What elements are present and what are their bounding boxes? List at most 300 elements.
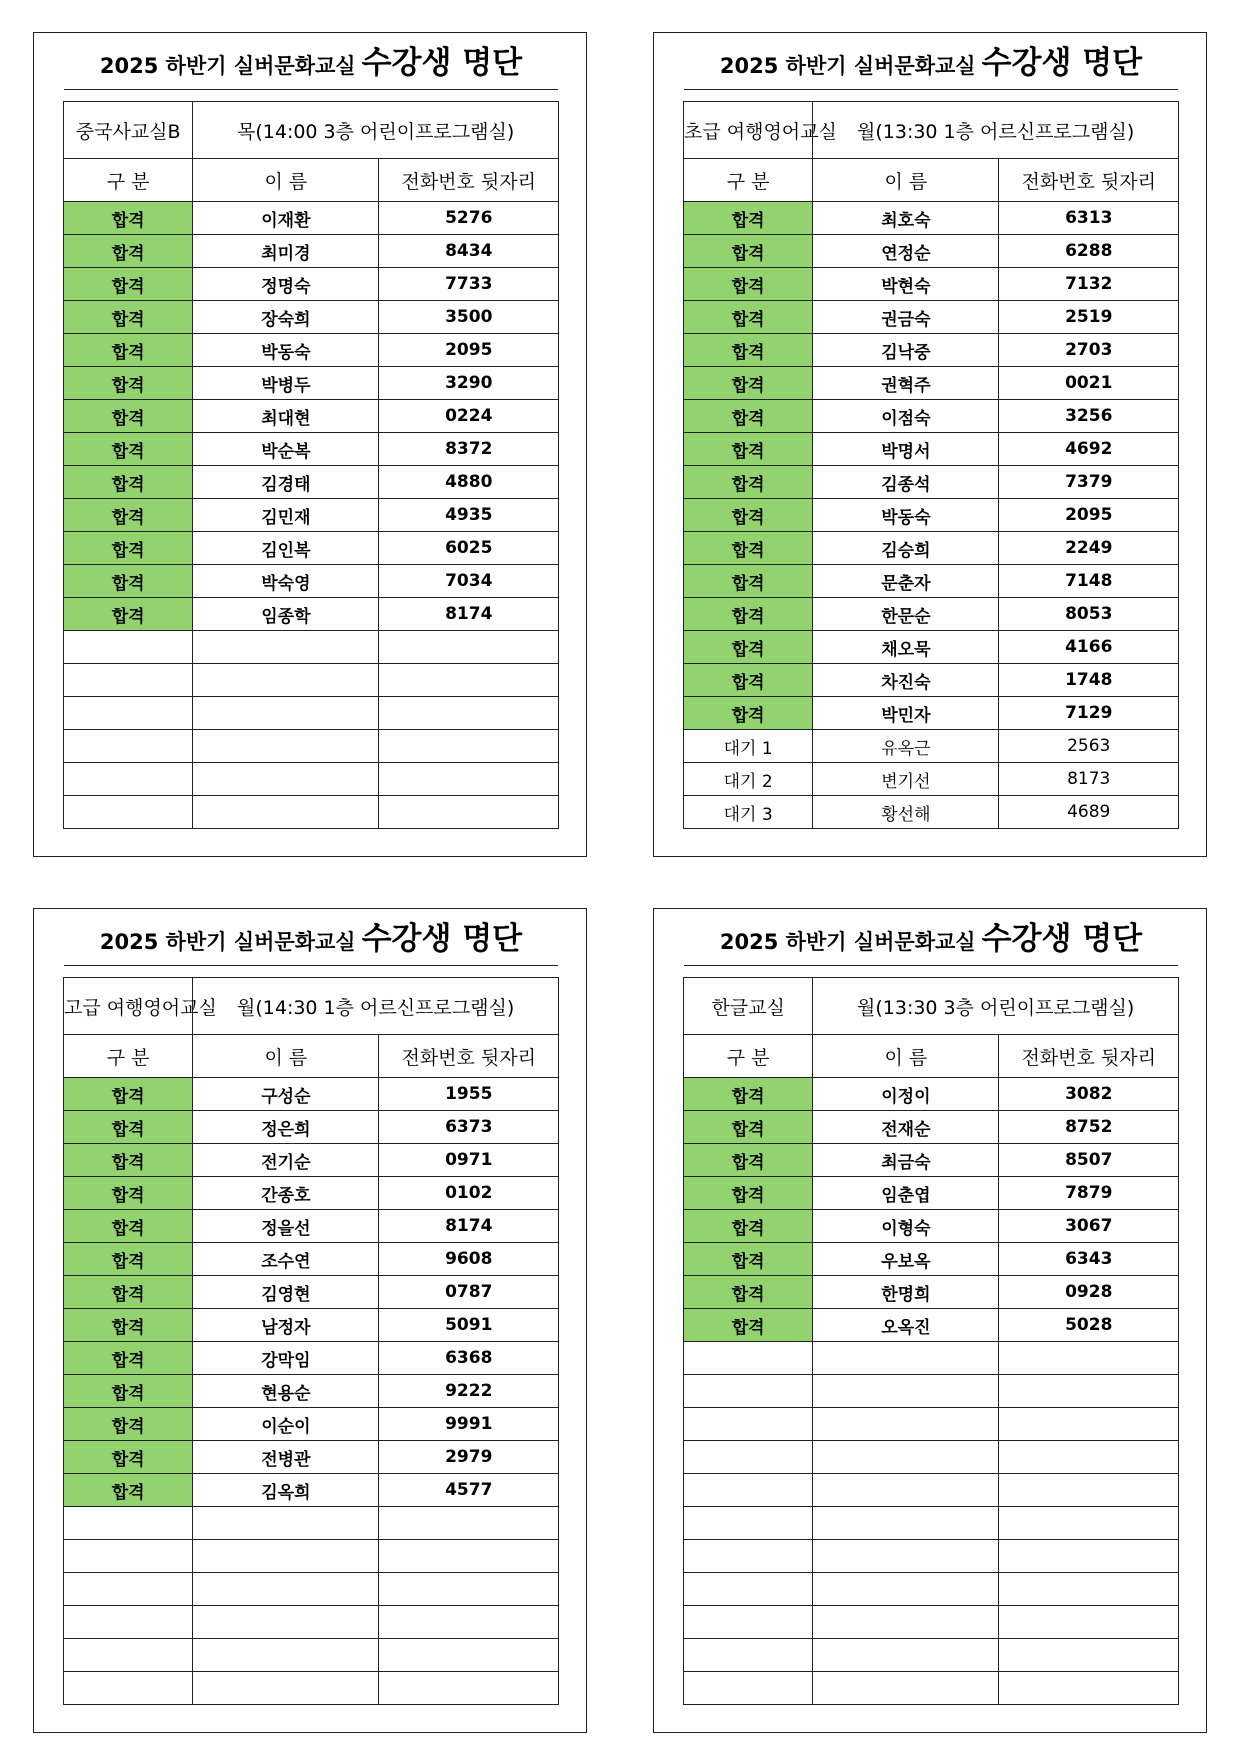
name-cell: 전병관 bbox=[193, 1441, 379, 1474]
class-schedule: 월(14:30 1층 어르신프로그램실) bbox=[193, 978, 559, 1035]
status-cell bbox=[64, 1540, 193, 1573]
phone-cell bbox=[999, 1639, 1179, 1672]
table-row bbox=[684, 235, 1179, 268]
status-cell: 합격 bbox=[684, 367, 813, 400]
table-row bbox=[64, 664, 559, 697]
table-row bbox=[684, 400, 1179, 433]
name-cell: 김인복 bbox=[193, 532, 379, 565]
name-cell: 박순복 bbox=[193, 433, 379, 466]
status-cell bbox=[684, 1606, 813, 1639]
name-cell bbox=[193, 1606, 379, 1639]
table-row bbox=[684, 1672, 1179, 1705]
title-prefix: 2025 하반기 실버문화교실 bbox=[719, 54, 976, 78]
table-row bbox=[684, 1507, 1179, 1540]
name-cell: 박동숙 bbox=[193, 334, 379, 367]
status-cell: 합격 bbox=[64, 268, 193, 301]
status-cell bbox=[64, 730, 193, 763]
status-cell: 합격 bbox=[684, 532, 813, 565]
name-cell: 조수연 bbox=[193, 1243, 379, 1276]
table-row bbox=[64, 1639, 559, 1672]
name-cell: 김옥희 bbox=[193, 1474, 379, 1507]
header-status: 구 분 bbox=[684, 159, 813, 202]
status-cell: 합격 bbox=[684, 268, 813, 301]
status-cell: 합격 bbox=[64, 433, 193, 466]
table-row bbox=[64, 1672, 559, 1705]
table-row bbox=[684, 664, 1179, 697]
status-cell bbox=[684, 1375, 813, 1408]
phone-cell: 8174 bbox=[379, 598, 559, 631]
status-cell: 합격 bbox=[64, 1474, 193, 1507]
name-cell: 최호숙 bbox=[813, 202, 999, 235]
table-row bbox=[684, 466, 1179, 499]
status-cell: 합격 bbox=[64, 466, 193, 499]
phone-cell: 6288 bbox=[999, 235, 1179, 268]
status-cell bbox=[684, 1639, 813, 1672]
roster-panel bbox=[33, 908, 587, 1733]
name-cell: 박명서 bbox=[813, 433, 999, 466]
name-cell bbox=[813, 1408, 999, 1441]
phone-cell: 8372 bbox=[379, 433, 559, 466]
name-cell bbox=[813, 1606, 999, 1639]
table-row bbox=[684, 1441, 1179, 1474]
status-cell: 합격 bbox=[684, 565, 813, 598]
header-row bbox=[684, 1035, 1179, 1078]
table-row bbox=[684, 565, 1179, 598]
status-cell: 합격 bbox=[684, 433, 813, 466]
phone-cell: 5091 bbox=[379, 1309, 559, 1342]
status-cell bbox=[64, 1606, 193, 1639]
phone-cell bbox=[379, 631, 559, 664]
phone-cell: 8752 bbox=[999, 1111, 1179, 1144]
panel-title bbox=[684, 913, 1178, 966]
table-row bbox=[64, 499, 559, 532]
roster-table bbox=[683, 977, 1179, 1705]
status-cell: 합격 bbox=[684, 598, 813, 631]
status-cell: 합격 bbox=[64, 532, 193, 565]
table-row bbox=[64, 1210, 559, 1243]
phone-cell: 8053 bbox=[999, 598, 1179, 631]
name-cell: 임춘엽 bbox=[813, 1177, 999, 1210]
header-row bbox=[64, 1035, 559, 1078]
status-cell: 합격 bbox=[64, 1309, 193, 1342]
table-row bbox=[64, 367, 559, 400]
phone-cell: 0787 bbox=[379, 1276, 559, 1309]
table-row bbox=[64, 598, 559, 631]
name-cell bbox=[813, 1441, 999, 1474]
status-cell: 대기 3 bbox=[684, 796, 813, 829]
table-row bbox=[684, 1309, 1179, 1342]
phone-cell: 0102 bbox=[379, 1177, 559, 1210]
title-prefix: 2025 하반기 실버문화교실 bbox=[719, 930, 976, 954]
table-row bbox=[684, 598, 1179, 631]
name-cell: 최금숙 bbox=[813, 1144, 999, 1177]
name-cell: 한문순 bbox=[813, 598, 999, 631]
name-cell bbox=[193, 1672, 379, 1705]
name-cell: 오옥진 bbox=[813, 1309, 999, 1342]
phone-cell: 7879 bbox=[999, 1177, 1179, 1210]
table-row bbox=[64, 1606, 559, 1639]
table-row bbox=[64, 334, 559, 367]
phone-cell bbox=[379, 1573, 559, 1606]
phone-cell: 6368 bbox=[379, 1342, 559, 1375]
name-cell: 현용순 bbox=[193, 1375, 379, 1408]
table-row bbox=[64, 565, 559, 598]
name-cell bbox=[813, 1474, 999, 1507]
status-cell: 합격 bbox=[684, 400, 813, 433]
phone-cell bbox=[379, 697, 559, 730]
table-row bbox=[684, 1474, 1179, 1507]
status-cell bbox=[684, 1507, 813, 1540]
status-cell: 합격 bbox=[64, 301, 193, 334]
phone-cell: 9991 bbox=[379, 1408, 559, 1441]
phone-cell bbox=[999, 1573, 1179, 1606]
phone-cell: 9222 bbox=[379, 1375, 559, 1408]
name-cell: 채오묵 bbox=[813, 631, 999, 664]
header-name: 이 름 bbox=[813, 1035, 999, 1078]
name-cell: 김승희 bbox=[813, 532, 999, 565]
class-name: 초급 여행영어교실 bbox=[684, 102, 813, 159]
name-cell: 황선해 bbox=[813, 796, 999, 829]
roster-panel bbox=[33, 32, 587, 857]
status-cell bbox=[64, 631, 193, 664]
name-cell bbox=[193, 796, 379, 829]
status-cell: 합격 bbox=[64, 202, 193, 235]
status-cell: 합격 bbox=[684, 631, 813, 664]
name-cell: 변기선 bbox=[813, 763, 999, 796]
status-cell: 합격 bbox=[684, 1078, 813, 1111]
status-cell: 합격 bbox=[64, 1210, 193, 1243]
phone-cell bbox=[379, 1672, 559, 1705]
phone-cell: 9608 bbox=[379, 1243, 559, 1276]
title-prefix: 2025 하반기 실버문화교실 bbox=[99, 930, 356, 954]
phone-cell: 7132 bbox=[999, 268, 1179, 301]
name-cell: 최대현 bbox=[193, 400, 379, 433]
phone-cell: 8173 bbox=[999, 763, 1179, 796]
header-row bbox=[684, 159, 1179, 202]
header-name: 이 름 bbox=[193, 159, 379, 202]
phone-cell: 6343 bbox=[999, 1243, 1179, 1276]
status-cell: 합격 bbox=[684, 1144, 813, 1177]
title-main: 수강생 명단 bbox=[361, 921, 523, 957]
table-row bbox=[684, 1639, 1179, 1672]
name-cell bbox=[193, 1507, 379, 1540]
phone-cell: 0021 bbox=[999, 367, 1179, 400]
status-cell bbox=[64, 1507, 193, 1540]
phone-cell bbox=[999, 1540, 1179, 1573]
phone-cell: 4689 bbox=[999, 796, 1179, 829]
status-cell bbox=[64, 1573, 193, 1606]
status-cell bbox=[684, 1408, 813, 1441]
table-row bbox=[64, 1474, 559, 1507]
name-cell: 이점숙 bbox=[813, 400, 999, 433]
status-cell bbox=[64, 1639, 193, 1672]
table-row bbox=[64, 631, 559, 664]
phone-cell bbox=[999, 1375, 1179, 1408]
phone-cell bbox=[379, 1540, 559, 1573]
name-cell: 간종호 bbox=[193, 1177, 379, 1210]
name-cell: 권금숙 bbox=[813, 301, 999, 334]
table-row bbox=[684, 499, 1179, 532]
name-cell: 김영현 bbox=[193, 1276, 379, 1309]
roster-panel bbox=[653, 32, 1207, 857]
status-cell bbox=[684, 1342, 813, 1375]
phone-cell bbox=[379, 796, 559, 829]
phone-cell bbox=[999, 1441, 1179, 1474]
phone-cell: 1748 bbox=[999, 664, 1179, 697]
name-cell bbox=[193, 1540, 379, 1573]
name-cell: 장숙희 bbox=[193, 301, 379, 334]
table-row bbox=[64, 1276, 559, 1309]
header-phone: 전화번호 뒷자리 bbox=[999, 1035, 1179, 1078]
table-row bbox=[684, 1078, 1179, 1111]
name-cell: 전기순 bbox=[193, 1144, 379, 1177]
table-row bbox=[64, 1177, 559, 1210]
name-cell: 김종석 bbox=[813, 466, 999, 499]
status-cell: 합격 bbox=[684, 334, 813, 367]
phone-cell: 2979 bbox=[379, 1441, 559, 1474]
name-cell: 박동숙 bbox=[813, 499, 999, 532]
status-cell: 대기 1 bbox=[684, 730, 813, 763]
phone-cell: 2563 bbox=[999, 730, 1179, 763]
roster-table bbox=[63, 101, 559, 829]
table-row bbox=[684, 301, 1179, 334]
class-schedule: 월(13:30 1층 어르신프로그램실) bbox=[813, 102, 1179, 159]
phone-cell: 5276 bbox=[379, 202, 559, 235]
phone-cell: 4935 bbox=[379, 499, 559, 532]
table-row bbox=[64, 532, 559, 565]
name-cell bbox=[813, 1573, 999, 1606]
phone-cell bbox=[999, 1507, 1179, 1540]
table-row bbox=[64, 697, 559, 730]
status-cell: 합격 bbox=[64, 1111, 193, 1144]
table-row bbox=[64, 730, 559, 763]
roster-panel bbox=[653, 908, 1207, 1733]
phone-cell: 0224 bbox=[379, 400, 559, 433]
table-row bbox=[684, 1573, 1179, 1606]
status-cell: 합격 bbox=[684, 301, 813, 334]
table-row bbox=[684, 1276, 1179, 1309]
table-row bbox=[64, 268, 559, 301]
title-main: 수강생 명단 bbox=[981, 921, 1143, 957]
status-cell: 합격 bbox=[684, 1276, 813, 1309]
status-cell: 합격 bbox=[64, 1078, 193, 1111]
header-name: 이 름 bbox=[813, 159, 999, 202]
status-cell: 합격 bbox=[64, 1375, 193, 1408]
header-phone: 전화번호 뒷자리 bbox=[379, 1035, 559, 1078]
phone-cell: 1955 bbox=[379, 1078, 559, 1111]
status-cell: 합격 bbox=[64, 598, 193, 631]
table-row bbox=[64, 1243, 559, 1276]
phone-cell: 4577 bbox=[379, 1474, 559, 1507]
name-cell: 박현숙 bbox=[813, 268, 999, 301]
table-row bbox=[684, 532, 1179, 565]
name-cell bbox=[193, 664, 379, 697]
phone-cell: 4166 bbox=[999, 631, 1179, 664]
header-name: 이 름 bbox=[193, 1035, 379, 1078]
header-status: 구 분 bbox=[64, 159, 193, 202]
phone-cell bbox=[379, 1606, 559, 1639]
status-cell: 합격 bbox=[64, 1342, 193, 1375]
phone-cell: 7148 bbox=[999, 565, 1179, 598]
name-cell: 이정이 bbox=[813, 1078, 999, 1111]
phone-cell: 4692 bbox=[999, 433, 1179, 466]
name-cell: 정명숙 bbox=[193, 268, 379, 301]
table-row bbox=[684, 1606, 1179, 1639]
table-row bbox=[684, 730, 1179, 763]
status-cell: 합격 bbox=[64, 565, 193, 598]
phone-cell: 7034 bbox=[379, 565, 559, 598]
title-prefix: 2025 하반기 실버문화교실 bbox=[99, 54, 356, 78]
header-row bbox=[64, 159, 559, 202]
roster-table bbox=[63, 977, 559, 1705]
name-cell: 임종학 bbox=[193, 598, 379, 631]
phone-cell: 7129 bbox=[999, 697, 1179, 730]
name-cell bbox=[813, 1540, 999, 1573]
status-cell: 대기 2 bbox=[684, 763, 813, 796]
table-row bbox=[684, 1243, 1179, 1276]
status-cell: 합격 bbox=[684, 1309, 813, 1342]
table-row bbox=[64, 1408, 559, 1441]
status-cell: 합격 bbox=[64, 499, 193, 532]
table-row bbox=[684, 1144, 1179, 1177]
name-cell: 박숙영 bbox=[193, 565, 379, 598]
name-cell: 김경태 bbox=[193, 466, 379, 499]
phone-cell: 3082 bbox=[999, 1078, 1179, 1111]
phone-cell: 0928 bbox=[999, 1276, 1179, 1309]
status-cell bbox=[64, 1672, 193, 1705]
phone-cell: 3067 bbox=[999, 1210, 1179, 1243]
table-row bbox=[684, 631, 1179, 664]
phone-cell: 4880 bbox=[379, 466, 559, 499]
status-cell: 합격 bbox=[64, 1441, 193, 1474]
phone-cell: 6373 bbox=[379, 1111, 559, 1144]
status-cell bbox=[64, 697, 193, 730]
table-row bbox=[64, 1144, 559, 1177]
status-cell bbox=[64, 664, 193, 697]
name-cell bbox=[813, 1375, 999, 1408]
status-cell bbox=[684, 1672, 813, 1705]
name-cell: 박병두 bbox=[193, 367, 379, 400]
table-row bbox=[64, 1111, 559, 1144]
class-schedule: 월(13:30 3층 어린이프로그램실) bbox=[813, 978, 1179, 1035]
name-cell: 연정순 bbox=[813, 235, 999, 268]
name-cell bbox=[193, 730, 379, 763]
phone-cell: 6025 bbox=[379, 532, 559, 565]
table-row bbox=[684, 1540, 1179, 1573]
table-row bbox=[64, 796, 559, 829]
phone-cell: 8507 bbox=[999, 1144, 1179, 1177]
table-row bbox=[64, 1309, 559, 1342]
name-cell: 구성순 bbox=[193, 1078, 379, 1111]
table-row bbox=[64, 1342, 559, 1375]
status-cell: 합격 bbox=[684, 1111, 813, 1144]
header-phone: 전화번호 뒷자리 bbox=[379, 159, 559, 202]
name-cell: 권혁주 bbox=[813, 367, 999, 400]
class-name: 중국사교실B bbox=[64, 102, 193, 159]
status-cell: 합격 bbox=[684, 202, 813, 235]
name-cell: 우보옥 bbox=[813, 1243, 999, 1276]
table-row bbox=[64, 202, 559, 235]
phone-cell bbox=[379, 1639, 559, 1672]
class-schedule: 목(14:00 3층 어린이프로그램실) bbox=[193, 102, 559, 159]
name-cell bbox=[813, 1342, 999, 1375]
name-cell bbox=[193, 1573, 379, 1606]
phone-cell: 5028 bbox=[999, 1309, 1179, 1342]
table-row bbox=[64, 301, 559, 334]
phone-cell: 8434 bbox=[379, 235, 559, 268]
status-cell bbox=[684, 1540, 813, 1573]
phone-cell bbox=[999, 1342, 1179, 1375]
name-cell: 한명희 bbox=[813, 1276, 999, 1309]
phone-cell bbox=[379, 730, 559, 763]
class-name: 고급 여행영어교실 bbox=[64, 978, 193, 1035]
name-cell bbox=[813, 1507, 999, 1540]
phone-cell: 0971 bbox=[379, 1144, 559, 1177]
phone-cell: 2095 bbox=[999, 499, 1179, 532]
status-cell: 합격 bbox=[684, 1243, 813, 1276]
table-row bbox=[684, 334, 1179, 367]
name-cell: 강막임 bbox=[193, 1342, 379, 1375]
name-cell: 전재순 bbox=[813, 1111, 999, 1144]
panel-title bbox=[64, 37, 558, 90]
table-row bbox=[684, 796, 1179, 829]
status-cell bbox=[684, 1441, 813, 1474]
table-row bbox=[64, 433, 559, 466]
status-cell: 합격 bbox=[64, 334, 193, 367]
panel-title bbox=[684, 37, 1178, 90]
phone-cell bbox=[999, 1606, 1179, 1639]
name-cell bbox=[813, 1639, 999, 1672]
name-cell: 김민재 bbox=[193, 499, 379, 532]
name-cell: 남정자 bbox=[193, 1309, 379, 1342]
table-row bbox=[64, 1078, 559, 1111]
table-row bbox=[684, 433, 1179, 466]
title-main: 수강생 명단 bbox=[361, 45, 523, 81]
table-row bbox=[684, 1408, 1179, 1441]
title-main: 수강생 명단 bbox=[981, 45, 1143, 81]
status-cell: 합격 bbox=[684, 1177, 813, 1210]
phone-cell: 3256 bbox=[999, 400, 1179, 433]
phone-cell: 7379 bbox=[999, 466, 1179, 499]
table-row bbox=[64, 1540, 559, 1573]
name-cell: 문춘자 bbox=[813, 565, 999, 598]
header-status: 구 분 bbox=[64, 1035, 193, 1078]
name-cell bbox=[193, 631, 379, 664]
name-cell: 정을선 bbox=[193, 1210, 379, 1243]
table-row bbox=[684, 1210, 1179, 1243]
name-cell bbox=[193, 763, 379, 796]
phone-cell: 8174 bbox=[379, 1210, 559, 1243]
status-cell: 합격 bbox=[64, 367, 193, 400]
table-row bbox=[64, 1441, 559, 1474]
table-row bbox=[684, 1342, 1179, 1375]
table-row bbox=[64, 1375, 559, 1408]
name-cell: 정은희 bbox=[193, 1111, 379, 1144]
status-cell: 합격 bbox=[64, 400, 193, 433]
phone-cell bbox=[379, 763, 559, 796]
name-cell: 최미경 bbox=[193, 235, 379, 268]
name-cell bbox=[813, 1672, 999, 1705]
status-cell bbox=[64, 796, 193, 829]
status-cell: 합격 bbox=[64, 235, 193, 268]
header-phone: 전화번호 뒷자리 bbox=[999, 159, 1179, 202]
phone-cell: 2519 bbox=[999, 301, 1179, 334]
name-cell: 이재환 bbox=[193, 202, 379, 235]
phone-cell bbox=[999, 1672, 1179, 1705]
name-cell: 유옥근 bbox=[813, 730, 999, 763]
status-cell: 합격 bbox=[684, 499, 813, 532]
phone-cell bbox=[379, 1507, 559, 1540]
